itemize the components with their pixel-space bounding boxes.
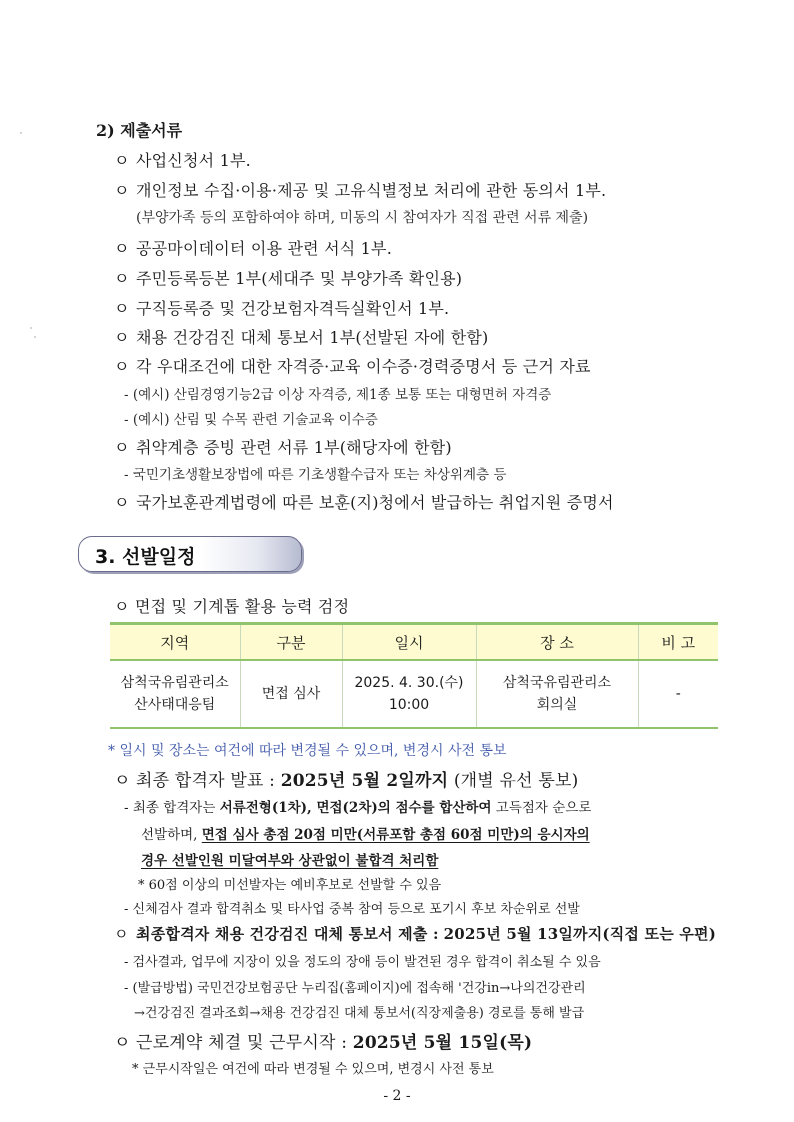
submission-item: ㅇ 주민등록등본 1부(세대주 및 부양가족 확인용) — [114, 269, 463, 288]
scan-speck — [20, 132, 22, 134]
submission-item: ㅇ 취약계층 증빙 관련 서류 1부(해당자에 한함) — [114, 438, 452, 457]
section-banner-schedule — [78, 536, 302, 572]
health-check-line: ㅇ 최종합격자 채용 건강검진 대체 통보서 제출 : 2025년 5월 13일까지(직접 또는 우편) — [114, 925, 717, 943]
final-announce-line: ㅇ 최종 합격자 발표 : 2025년 5월 2일까지 (개별 유선 통보) — [114, 771, 579, 791]
submission-item: ㅇ 채용 건강검진 대체 통보서 1부(선발된 자에 한함) — [114, 328, 489, 347]
table-row — [110, 660, 718, 728]
submission-item: ㅇ 각 우대조건에 대한 자격증·교육 이수증·경력증명서 등 근거 자료 — [114, 357, 591, 376]
contract-line: ㅇ 근로계약 체결 및 근무시작 : 2025년 5월 15일(목) — [114, 1033, 533, 1053]
submission-item: ㅇ 구직등록증 및 건강보험자격득실확인서 1부. — [114, 299, 450, 318]
scan-speck — [34, 336, 36, 338]
final-detail: - 신체검사 결과 합격취소 및 타사업 중복 참여 등으로 포기시 후보 차순위로 선발 — [124, 902, 580, 917]
final-detail: * 60점 이상의 미선발자는 예비후보로 선발할 수 있음 — [138, 878, 442, 893]
table-header: 지역 — [110, 624, 240, 661]
pref-example: - (예시) 산림 및 수목 관련 기술교육 이수증 — [124, 412, 378, 428]
final-detail: 경우 선발인원 미달여부와 상관없이 불합격 처리함 — [141, 853, 439, 869]
table-cell-remark: - — [638, 660, 718, 728]
section-title-schedule: 3. 선발일정 — [95, 546, 196, 568]
schedule-change-note: * 일시 및 장소는 여건에 따라 변경될 수 있으며, 변경시 사전 통보 — [108, 743, 507, 759]
submission-item: ㅇ 국가보훈관계법령에 따른 보훈(지)청에서 발급하는 취업지원 증명서 — [114, 493, 614, 512]
exam-line: ㅇ 면접 및 기계톱 활용 능력 검정 — [114, 597, 350, 616]
submission-item: ㅇ 사업신청서 1부. — [114, 151, 251, 170]
submission-item: ㅇ 공공마이데이터 이용 관련 서식 1부. — [114, 239, 392, 258]
table-header: 비 고 — [638, 624, 718, 661]
vuln-example: - 국민기초생활보장법에 따른 기초생활수급자 또는 차상위계층 등 — [124, 467, 507, 483]
final-detail: 선발하며, 면접 심사 총점 20점 미만(서류포함 총점 60점 미만)의 응시자의 — [141, 827, 590, 843]
section-title-submission: 2) 제출서류 — [96, 121, 183, 140]
table-header-row — [110, 624, 718, 661]
page-number: - 2 - — [383, 1088, 411, 1104]
table-cell-place: 삼척국유림관리소 회의실 — [476, 660, 638, 728]
consent-note: (부양가족 등의 포함하여야 하며, 미동의 시 참여자가 직접 관련 서류 제출) — [136, 210, 589, 226]
table-cell-region: 삼척국유림관리소 산사태대응팀 — [110, 660, 240, 728]
submission-item: ㅇ 개인정보 수집·이용·제공 및 고유식별정보 처리에 관한 동의서 1부. — [114, 181, 607, 200]
scan-speck — [30, 327, 32, 329]
schedule-table — [110, 622, 718, 729]
table-header: 구분 — [240, 624, 342, 661]
table-cell-date: 2025. 4. 30.(수) 10:00 — [342, 660, 476, 728]
table-header: 장 소 — [476, 624, 638, 661]
pref-example: - (예시) 산림경영기능2급 이상 자격증, 제1종 보통 또는 대형면허 자격증 — [124, 387, 552, 403]
contract-note: * 근무시작일은 여건에 따라 변경될 수 있으며, 변경시 사전 통보 — [132, 1062, 494, 1077]
health-detail: - (발급방법) 국민건강보험공단 누리집(홈페이지)에 접속해 '건강in→나의건강관리 — [124, 981, 586, 996]
health-detail: →건강검진 결과조회→채용 건강검진 대체 통보서(직장제출용) 경로를 통해 발급 — [134, 1006, 585, 1021]
table-header: 일시 — [342, 624, 476, 661]
health-detail: - 검사결과, 업무에 지장이 있을 정도의 장애 등이 발견된 경우 합격이 취소될 수 있음 — [124, 955, 601, 970]
final-detail: - 최종 합격자는 서류전형(1차), 면접(2차)의 점수를 합산하여 고득점자 순으로 — [124, 800, 592, 816]
table-cell-type: 면접 심사 — [240, 660, 342, 728]
